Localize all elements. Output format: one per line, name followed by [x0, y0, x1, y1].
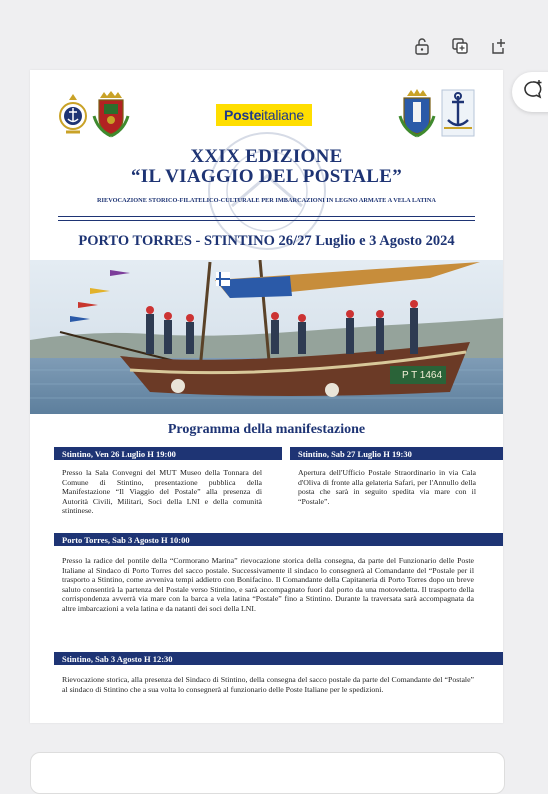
share-icon[interactable]	[488, 36, 508, 56]
poster-subtitle: RIEVOCAZIONE STORICO-FILATELICO-CULTURALE PER IMBARCAZIONI IN LEGNO ARMATE A VELA LATINA	[97, 197, 436, 204]
porto-torres-crest-logo	[92, 90, 130, 143]
divider	[58, 216, 475, 217]
copy-icon[interactable]	[450, 36, 470, 56]
next-page-card[interactable]	[30, 752, 505, 794]
unlock-icon[interactable]	[412, 36, 432, 56]
program-heading: Programma della manifestazione	[167, 422, 366, 437]
event-heading: Stintino, Sab 27 Luglio H 19:30	[290, 447, 503, 460]
boat-number: P T 1464	[402, 370, 443, 381]
divider	[58, 220, 475, 221]
event-heading: Porto Torres, Sab 3 Agosto H 10:00	[54, 533, 503, 546]
poster-title-line2: “IL VIAGGIO DEL POSTALE”	[131, 166, 402, 187]
event-heading: Stintino, Sab 3 Agosto H 12:30	[54, 652, 503, 665]
comment-add-button[interactable]	[512, 72, 548, 112]
event-heading: Stintino, Ven 26 Luglio H 19:00	[54, 447, 282, 460]
place-and-dates: PORTO TORRES - STINTINO 26/27 Luglio e 3 Agosto 2024	[78, 233, 455, 249]
poster-document	[30, 70, 503, 723]
toolbar	[412, 36, 508, 56]
sailing-boat-photo	[30, 260, 503, 414]
naval-anchor-logo	[440, 88, 476, 143]
lni-anchor-logo	[58, 92, 88, 143]
event-text: Rievocazione storica, alla presenza del Sindaco di Stintino, della consegna del sacco postale da parte del Comandante del “Postale” al sindaco di Stintino che a sua volta lo consegnerà al funzionario delle Poste Italiane per le spedizioni.	[62, 675, 474, 694]
comment-add-icon	[522, 79, 544, 106]
event-text: Presso la Sala Convegni del MUT Museo della Tonnara del Comune di Stintino, presentazione pubblica della Manifestazione “Il Viaggio del Postale” alla presenza di Autorità Civili, Militari, Soci della LNI e della comunità stintinese.	[62, 468, 262, 516]
event-text: Presso la radice del pontile della “Cormorano Marina” rievocazione storica della consegna, da parte del Funzionario delle Poste Italiane al Sindaco di Porto Torres del sacco postale. Successivamente il sindaco lo consegnerà al Comandante del “Postale per il trasporto a Stintino, come avveniva tempi addietro con Bonifacino. Il Comandante della Capitaneria di Porto Torres dopo un breve saluto consentirà la partenza del Postale verso Stintino, e sarà accompagnato fuori dal porto da una motovedetta. Il trasporto della corrispondenza avverrà via mare con la barca a vela latina “Postale” fino a Stintino. Durante la traversata sarà accompagnata da altre imbarcazioni a vela latina e da natanti dei soci della LNI.	[62, 556, 474, 613]
poster-title-line1: XXIX EDIZIONE	[190, 146, 343, 167]
stintino-crest-logo	[398, 88, 436, 143]
poste-italiane-logo: Poste italiane	[216, 104, 312, 126]
event-text: Apertura dell'Ufficio Postale Straordinario in via Cala d'Oliva di fronte alla gelateria Safari, per l'Annullo della posta che sarà in seguito spedita via mare con il “Postale”.	[298, 468, 476, 506]
